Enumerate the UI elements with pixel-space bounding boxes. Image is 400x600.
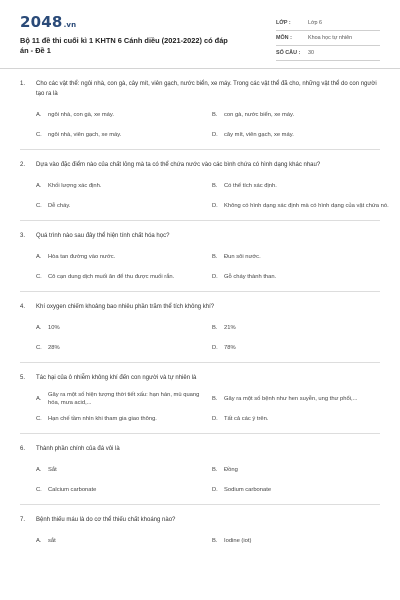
question-text: Bệnh thiếu máu là do cơ thể thiếu chất khoáng nào? <box>36 517 176 523</box>
option-b[interactable]: B. 21% <box>212 325 236 331</box>
option-d[interactable]: D. Không có hình dạng xác định mà có hình dạng của vật chứa nó. <box>212 203 389 209</box>
option-b[interactable]: B. Iodine (iot) <box>212 538 252 544</box>
header-left <box>20 14 250 66</box>
options <box>20 531 380 555</box>
question-6 <box>20 434 380 505</box>
question-number: 7. <box>20 517 26 523</box>
option-c[interactable]: C. ngôi nhà, viên gạch, xe máy. <box>36 132 122 138</box>
question-number: 4. <box>20 304 26 310</box>
option-b[interactable]: B. Gây ra một số bệnh như hen suyễn, ung thư phổi,... <box>212 396 358 402</box>
option-d[interactable]: D. Sodium carbonate <box>212 487 272 493</box>
question-text: Quá trình nào sau đây thể hiện tính chất hóa học? <box>36 233 170 239</box>
question-number: 1. <box>20 81 26 87</box>
options <box>20 247 380 291</box>
options <box>20 460 380 504</box>
question-text: Tác hại của ô nhiễm không khí đến con người và tự nhiên là <box>36 375 197 381</box>
option-c[interactable]: C. Hạn chế tầm nhìn khi tham gia giao thông. <box>36 416 157 422</box>
question-4 <box>20 292 380 363</box>
option-a[interactable]: A. ngôi nhà, con gà, xe máy. <box>36 112 114 118</box>
question-text: Khí oxygen chiếm khoảng bao nhiêu phần trăm thể tích không khí? <box>36 304 215 310</box>
options <box>20 318 380 362</box>
option-a[interactable]: A. Sắt <box>36 467 57 473</box>
question-number: 2. <box>20 162 26 168</box>
exam-meta <box>250 14 380 66</box>
meta-row-subject: MÔN : Khoa học tự nhiên <box>276 31 380 46</box>
option-b[interactable]: B. Có thể tích xác định. <box>212 183 277 189</box>
option-b[interactable]: B. con gà, nước biển, xe máy. <box>212 112 295 118</box>
option-d[interactable]: D. Tất cả các ý trên. <box>212 416 269 422</box>
question-2 <box>20 150 389 221</box>
meta-row-count: SỐ CÂU : 30 <box>276 46 380 61</box>
question-text: Thành phần chính của đá vôi là <box>36 446 120 452</box>
document-title: Bộ 11 đề thi cuối kì 1 KHTN 6 Cánh diều (2021-2022) có đáp án - Đề 1 <box>20 36 228 55</box>
option-a[interactable]: A. 10% <box>36 325 60 331</box>
options <box>20 105 380 149</box>
option-a[interactable]: A. sắt <box>36 538 56 544</box>
question-number: 5. <box>20 375 26 381</box>
option-b[interactable]: B. Đun sôi nước. <box>212 254 261 260</box>
option-d[interactable]: D. 78% <box>212 345 236 351</box>
option-c[interactable]: C. Cô cạn dung dịch muối ăn để thu được muối rắn. <box>36 274 175 280</box>
options <box>20 176 389 220</box>
question-5 <box>20 363 380 434</box>
option-a[interactable]: A. Gây ra một số hiện tượng thời tiết xấu: hạn hán, mù quang hóa, mưa acid,... <box>36 392 200 406</box>
option-b[interactable]: B. Đồng <box>212 467 238 473</box>
question-text: Cho các vật thể: ngôi nhà, con gà, cây mít, viên gạch, nước biển, xe máy. Trong các vật thể đã cho, những vật thể do con người tạo ra là <box>36 81 377 97</box>
option-c[interactable]: C. 28% <box>36 345 60 351</box>
question-number: 6. <box>20 446 26 452</box>
page-header <box>0 0 400 66</box>
question-text: Dựa vào đặc điểm nào của chất lỏng mà ta có thể chứa nước vào các bình chứa có hình dạng khác nhau? <box>36 162 321 168</box>
options <box>20 389 380 433</box>
meta-row-class: LỚP : Lớp 6 <box>276 16 380 31</box>
question-7 <box>20 505 380 555</box>
question-number: 3. <box>20 233 26 239</box>
question-list <box>0 69 400 555</box>
option-d[interactable]: D. Gỗ cháy thành than. <box>212 274 277 280</box>
site-logo[interactable]: 2048.vn <box>20 13 77 31</box>
question-1 <box>20 69 380 150</box>
option-d[interactable]: D. cây mít, viên gạch, xe máy. <box>212 132 294 138</box>
option-a[interactable]: A. Hòa tan đường vào nước. <box>36 254 116 260</box>
option-c[interactable]: C. Calcium carbonate <box>36 487 97 493</box>
option-c[interactable]: C. Dễ cháy. <box>36 203 71 209</box>
question-3 <box>20 221 380 292</box>
option-a[interactable]: A. Khối lượng xác định. <box>36 183 102 189</box>
